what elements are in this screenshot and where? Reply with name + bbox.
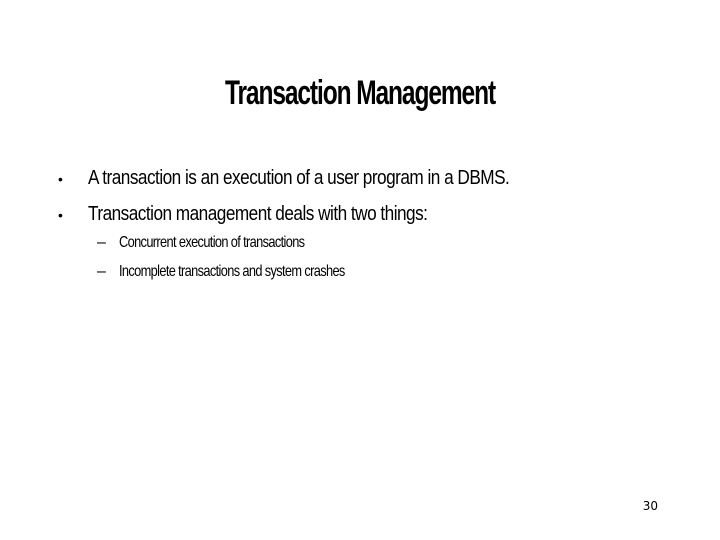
dash-icon: – [97, 234, 106, 251]
bullet-dot-icon: • [58, 171, 63, 187]
bullet-item [58, 166, 658, 192]
sub-bullet-text: Concurrent execution of transactions [119, 234, 305, 251]
bullet-text: A transaction is an execution of a user program in a DBMS. [88, 167, 510, 189]
sub-bullet-text: Incomplete transactions and system crashes [119, 263, 345, 280]
sub-bullet-item [97, 262, 657, 284]
bullet-item [58, 202, 658, 228]
page-number: 30 [642, 499, 658, 513]
bullet-dot-icon: • [58, 207, 63, 223]
dash-icon: – [97, 263, 106, 280]
bullet-text: Transaction management deals with two things: [88, 203, 428, 225]
slide-title: Transaction Management [224, 74, 496, 112]
sub-bullet-item [97, 233, 657, 255]
